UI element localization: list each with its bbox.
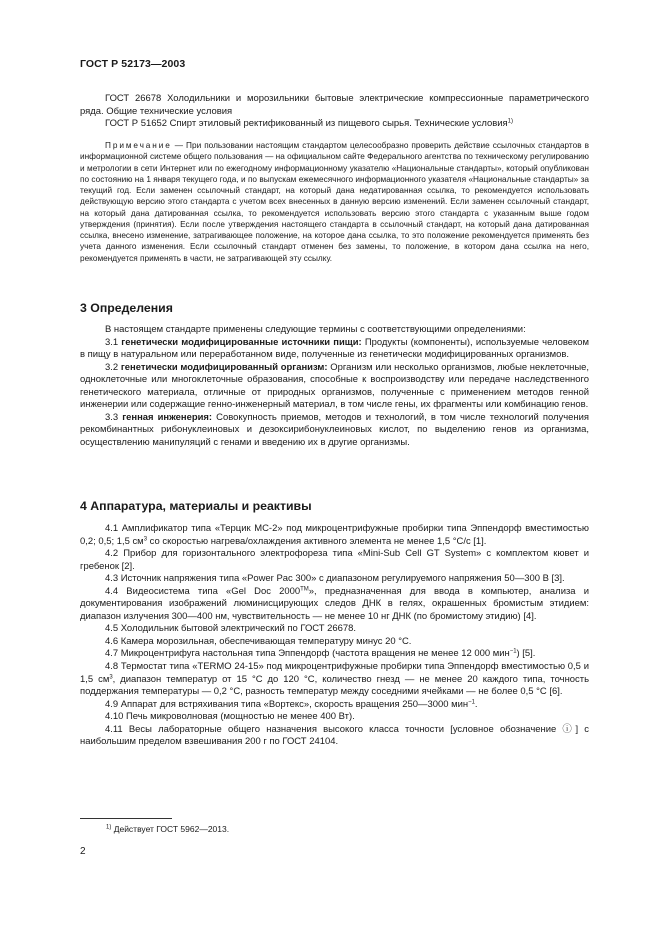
equipment-item: 4.11 Весы лабораторные общего назначения высокого класса точности [условное обозначение ⓘ] с наибольшим пределом взвешивания 200 г по ГОСТ 24104.: [80, 723, 589, 748]
equipment-item: 4.4 Видеосистема типа «Gel Doc 2000™», предназначенная для ввода в компьютер, анализа и документирования изображений люминисцирующих следов ДНК в гелях, окрашенных бромистым этидием: диапазон излучения 300—400 нм, чувствительность — не менее 10 нг ДНК (по бромистому этидию) [4].: [80, 585, 589, 622]
section-3: [80, 301, 589, 316]
footnote-mark: 1): [507, 118, 513, 125]
section-3-body: [80, 324, 589, 449]
equipment-item: 4.2 Прибор для горизонтального электрофореза типа «Mini-Sub Cell GT System» с комплектом кювет и гребенок [2].: [80, 548, 589, 572]
equipment-item: 4.8 Термостат типа «TERMO 24-15» под микроцентрифужные пробирки типа Эппендорф вместимостью 0,5 и 1,5 $см^3$, диапазон температур от 15 °С до 120 °С, количество гнезд — не менее 20 каждого типа, точность поддержания температуры — 0,2 °С, разность температур между соседними ячейками — не более 0,5 °С [6].: [80, 661, 589, 698]
note-paragraph: Примечание — При пользовании настоящим стандартом целесообразно проверить действие ссылочных стандартов в информационной системе общего пользования — на официальном сайте Федерального агентства по техническому регулированию и метрологии в сети Интернет или по ежегодному информационному указателю «Национальные стандарты», который опубликован по состоянию на 1 января текущего года, и по выпускам ежемесячного информационного указателя «Национальные стандарты» за текущий год. Если заменен ссылочный стандарт, на который дана недатированная ссылка, то рекомендуется использовать действующую версию этого стандарта с учетом всех внесенных в данную версию изменений. Если заменен ссылочный стандарт, на который дана датированная ссылка, то рекомендуется использовать версию этого стандарта с указанным выше годом утверждения (принятия). Если после утверждения настоящего стандарта в ссылочный стандарт, на который дана датированная ссылка, внесено изменение, затрагивающее положение, на которое дана ссылка, то это положение рекомендуется применять без учета данного изменения. Если ссылочный стандарт отменен без замены, то положение, в котором дана ссылка на него, рекомендуется применять в части, не затрагивающей эту ссылку.: [80, 141, 589, 263]
section-4-body: [80, 523, 589, 749]
footnote-divider: [80, 818, 172, 819]
page-number: 2: [80, 846, 86, 857]
equipment-item: 4.10 Печь микроволновая (мощностью не менее 400 Вт).: [105, 711, 355, 723]
note-label: Примечание: [105, 141, 172, 150]
definition-item: 3.2 генетически модифицированный организм: Организм или несколько организмов, любые неклеточные, одноклеточные или многоклеточные образования, способные к воспроизводству или передаче наследственного генетического материала, отличные от природных организмов, полученные с применением методов генной инженерии или содержащие генно-инженерный материал, в том числе гены, их фрагменты или комбинацию генов.: [80, 361, 589, 411]
reference-item: ГОСТ Р 51652 Спирт этиловый ректификованный из пищевого сырья. Технические условия$^{1)}$: [105, 118, 513, 130]
references-block: [80, 93, 589, 131]
definition-term: генетически модифицированные источники пищи:: [121, 336, 362, 348]
page-header: ГОСТ Р 52173—2003: [80, 58, 186, 70]
definition-item: 3.1 генетически модифицированные источники пищи: Продукты (компоненты), используемые человеком в пищу в натуральном или переработанном виде, полученные из генетически модифицированных организмов.: [80, 336, 589, 361]
reference-item: ГОСТ 26678 Холодильники и морозильники бытовые электрические компрессионные параметрического ряда. Общие технические условия: [80, 93, 589, 117]
definition-term: генная инженерия:: [122, 411, 213, 423]
section-4: [80, 499, 589, 514]
equipment-item: 4.1 Амплификатор типа «Терцик МС-2» под микроцентрифужные пробирки типа Эппендорф вместимостью 0,2; 0,5; 1,5 $см^3$ со скоростью нагрева/охлаждения активного элемента не менее 1,5 °С/с [1].: [80, 523, 589, 547]
section-heading: 4 Аппаратура, материалы и реактивы: [80, 499, 312, 513]
equipment-item: 4.9 Аппарат для встряхивания типа «Вортекс», скорость вращения 250—3000 мин$^{-1}$.: [105, 698, 478, 710]
note-text: При пользовании настоящим стандартом целесообразно проверить действие ссылочных стандартов в информационной системе общего пользования — на официальном сайте Федерального агентства по техническому регулированию и метрологии в сети Интернет или по ежегодному информационному указателю «Национальные стандарты», который опубликован по состоянию на 1 января текущего года, и по выпускам ежемесячного информационного указателя «Национальные стандарты» за текущий год. Если заменен ссылочный стандарт, на который дана недатированная ссылка, то рекомендуется использовать действующую версию этого стандарта с учетом всех внесенных в данную версию изменений. Если заменен ссылочный стандарт, на который дана датированная ссылка, то рекомендуется использовать версию этого стандарта с указанным выше годом утверждения (принятия). Если после утверждения настоящего стандарта в ссылочный стандарт, на который дана датированная ссылка, внесено изменение, затрагивающее положение, на которое дана ссылка, то это положение рекомендуется применять без учета данного изменения. Если ссылочный стандарт отменен без замены, то положение, в котором дана ссылка на него, рекомендуется применять в части, не затрагивающей эту ссылку.: [80, 141, 589, 263]
footnote: $^{1)}$ Действует ГОСТ 5962—2013.: [106, 824, 230, 834]
equipment-item: 4.7 Микроцентрифуга настольная типа Эппендорф (частота вращения не менее 12 000 мин$^{-1}$) [5].: [105, 648, 536, 660]
equipment-item: 4.6 Камера морозильная, обеспечивающая температуру минус 20 °С.: [105, 635, 412, 647]
note-block: [80, 140, 589, 264]
section-intro: В настоящем стандарте применены следующие термины с соответствующими определениями:: [105, 324, 526, 335]
definition-item: 3.3 генная инженерия: Совокупность приемов, методов и технологий, в том числе технологий получения рекомбинантных рибонуклеиновых и дезоксирибонуклеиновых кислот, по выделению генов из организма, осуществлению манипуляций с генами и введению их в другие организмы.: [80, 411, 589, 448]
definition-term: генетически модифицированный организм:: [120, 361, 328, 373]
equipment-item: 4.3 Источник напряжения типа «Power Pac 300» с диапазоном регулируемого напряжения 50—300 В [3].: [105, 573, 565, 585]
equipment-item: 4.5 Холодильник бытовой электрический по ГОСТ 26678.: [105, 623, 357, 635]
section-heading: 3 Определения: [80, 301, 173, 315]
